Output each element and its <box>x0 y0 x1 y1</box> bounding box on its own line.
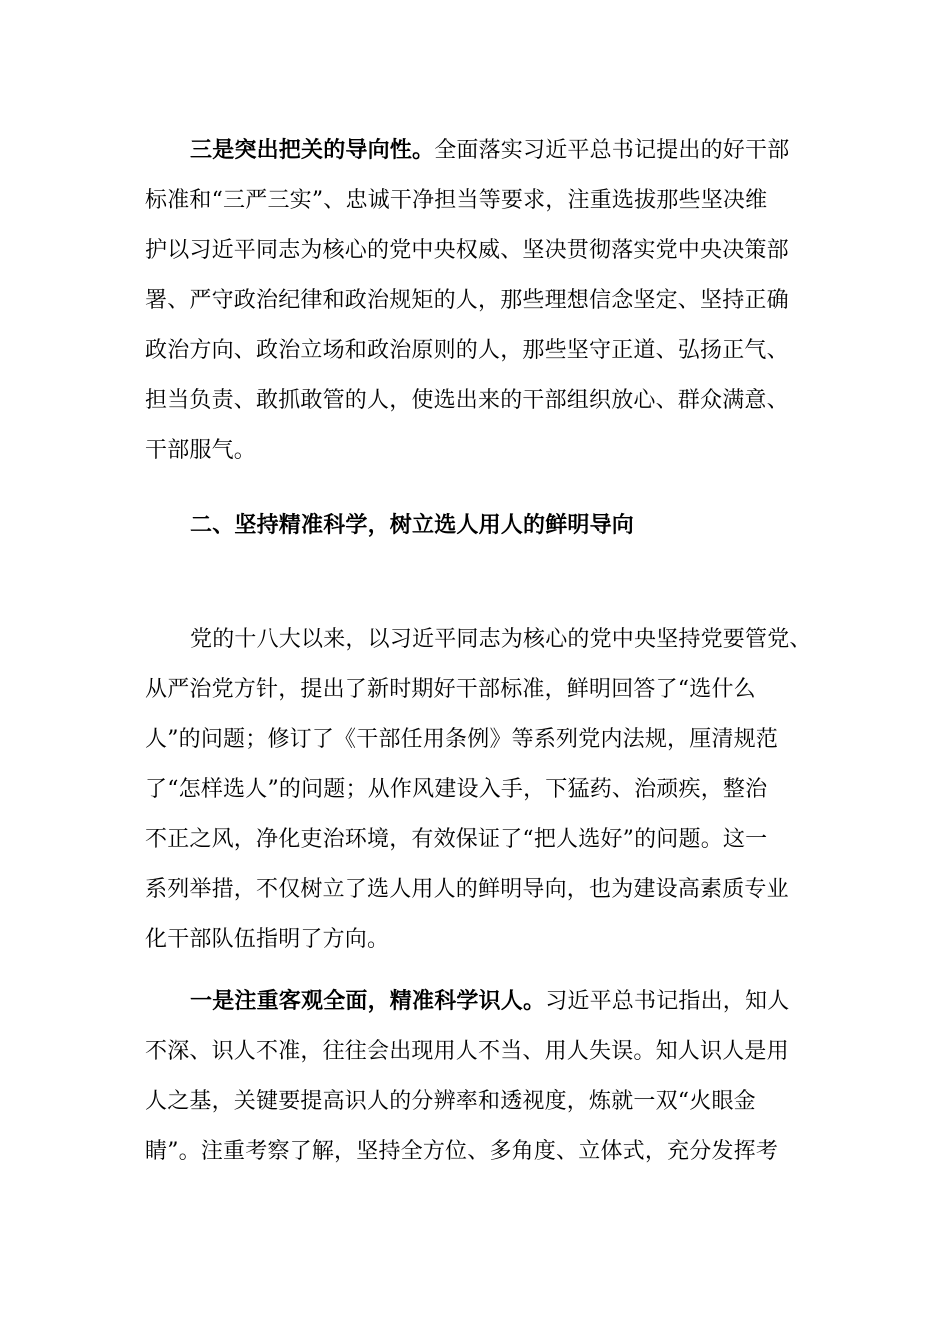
paragraph-1-lead: 三是突出把关的导向性。 <box>190 138 435 163</box>
paragraph-3-line-1 <box>190 987 789 1017</box>
paragraph-1-line-5: 政治方向、政治立场和政治原则的人，那些坚守正道、弘扬正气、 <box>145 338 789 363</box>
paragraph-2-line-5: 不正之风，净化吏治环境，有效保证了“把人选好”的问题。这一 <box>145 827 768 852</box>
paragraph-1-line-1 <box>190 136 789 166</box>
paragraph-3-lead: 一是注重客观全面，精准科学识人。 <box>190 989 546 1014</box>
paragraph-2-line-6: 系列举措，不仅树立了选人用人的鲜明导向，也为建设高素质专业 <box>145 877 789 902</box>
paragraph-1-line-4: 署、严守政治纪律和政治规矩的人，那些理想信念坚定、坚持正确 <box>145 288 789 313</box>
paragraph-2-line-1: 党的十八大以来，以习近平同志为核心的党中央坚持党要管党、 <box>190 627 812 652</box>
paragraph-3-line-2: 不深、识人不准，往往会出现用人不当、用人失误。知人识人是用 <box>145 1039 789 1064</box>
paragraph-2-line-2: 从严治党方针，提出了新时期好干部标准，鲜明回答了“选什么 <box>145 677 756 702</box>
paragraph-3-line-4: 睛”。注重考察了解，坚持全方位、多角度、立体式，充分发挥考 <box>145 1139 779 1164</box>
section-heading: 二、坚持精准科学，树立选人用人的鲜明导向 <box>190 513 635 538</box>
paragraph-1-line-2: 标准和“三严三实”、忠诚干净担当等要求，注重选拔那些坚决维 <box>145 188 768 213</box>
paragraph-1-text: 全面落实习近平总书记提出的好干部 <box>434 138 790 163</box>
paragraph-1-line-7: 干部服气。 <box>145 438 257 463</box>
paragraph-3-line-3: 人之基，关键要提高识人的分辨率和透视度，炼就一双“火眼金 <box>145 1089 756 1114</box>
paragraph-2-line-3: 人”的问题；修订了《干部任用条例》等系列党内法规，厘清规范 <box>145 727 779 752</box>
paragraph-2-line-4: 了“怎样选人”的问题；从作风建设入手，下猛药、治顽疾，整治 <box>145 777 768 802</box>
paragraph-2-line-7: 化干部队伍指明了方向。 <box>145 927 390 952</box>
paragraph-1-line-6: 担当负责、敢抓敢管的人，使选出来的干部组织放心、群众满意、 <box>145 388 789 413</box>
paragraph-1-line-3: 护以习近平同志为核心的党中央权威、坚决贯彻落实党中央决策部 <box>145 238 789 263</box>
paragraph-3-text: 习近平总书记指出，知人 <box>545 989 790 1014</box>
